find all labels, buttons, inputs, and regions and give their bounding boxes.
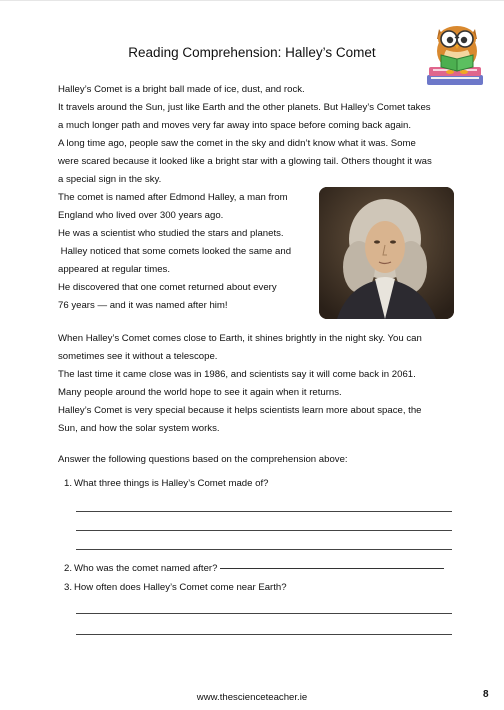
text-line: a much longer path and moves very far away into space before coming back again. — [58, 120, 412, 131]
answer-blank[interactable] — [220, 568, 444, 569]
text-line: Halley noticed that some comets looked the same and — [58, 246, 292, 257]
questions-intro: Answer the following questions based on the comprehension above: — [58, 454, 348, 465]
text-line: When Halley’s Comet comes close to Earth, it shines brightly in the night sky. You can — [58, 333, 422, 344]
text-line: A long time ago, people saw the comet in the sky and didn’t know what it was. Some — [58, 138, 416, 149]
text-line: Sun, and how the solar system works. — [58, 423, 220, 434]
paragraph-edmond-halley — [58, 189, 291, 315]
paragraph-intro — [58, 81, 432, 189]
text-line: sometimes see it without a telescope. — [58, 351, 218, 362]
text-line: He was a scientist who studied the stars and planets. — [58, 228, 284, 239]
text-line: were scared because it looked like a bright star with a glowing tail. Others thought it was — [58, 156, 432, 167]
text-line: It travels around the Sun, just like Earth and the other planets. But Halley’s Comet takes — [58, 102, 431, 113]
footer-website: www.thescienceteacher.ie — [196, 692, 308, 703]
text-line: a special sign in the sky. — [58, 174, 162, 185]
question-number: 2. — [64, 563, 73, 574]
question-text: Who was the comet named after? — [74, 563, 218, 574]
question-3 — [64, 582, 287, 593]
question-text: How often does Halley’s Comet come near Earth? — [74, 582, 287, 593]
text-line: Halley’s Comet is a bright ball made of ice, dust, and rock. — [58, 84, 305, 95]
text-line: Many people around the world hope to see it again when it returns. — [58, 387, 342, 398]
page-number: 8 — [483, 689, 489, 700]
question-number: 1. — [64, 478, 73, 489]
text-line: England who lived over 300 years ago. — [58, 210, 224, 221]
question-text: What three things is Halley’s Comet made of? — [74, 478, 269, 489]
owl-reading-icon — [425, 15, 491, 89]
text-line: 76 years — and it was named after him! — [58, 300, 228, 311]
answer-line[interactable] — [76, 530, 452, 531]
page-title: Reading Comprehension: Halley’s Comet — [128, 45, 376, 60]
paragraph-observation — [58, 330, 422, 438]
question-number: 3. — [64, 582, 73, 593]
answer-line[interactable] — [76, 613, 452, 614]
halley-portrait-image — [319, 187, 454, 319]
text-line: The last time it came close was in 1986, and scientists say it will come back in 2061. — [58, 369, 416, 380]
text-line: He discovered that one comet returned about every — [58, 282, 277, 293]
question-2 — [64, 563, 444, 574]
answer-line[interactable] — [76, 549, 452, 550]
text-line: appeared at regular times. — [58, 264, 170, 275]
text-line: Halley’s Comet is very special because it helps scientists learn more about space, the — [58, 405, 422, 416]
answer-line[interactable] — [76, 634, 452, 635]
text-line: The comet is named after Edmond Halley, a man from — [58, 192, 288, 203]
question-1 — [64, 478, 268, 489]
answer-line[interactable] — [76, 511, 452, 512]
